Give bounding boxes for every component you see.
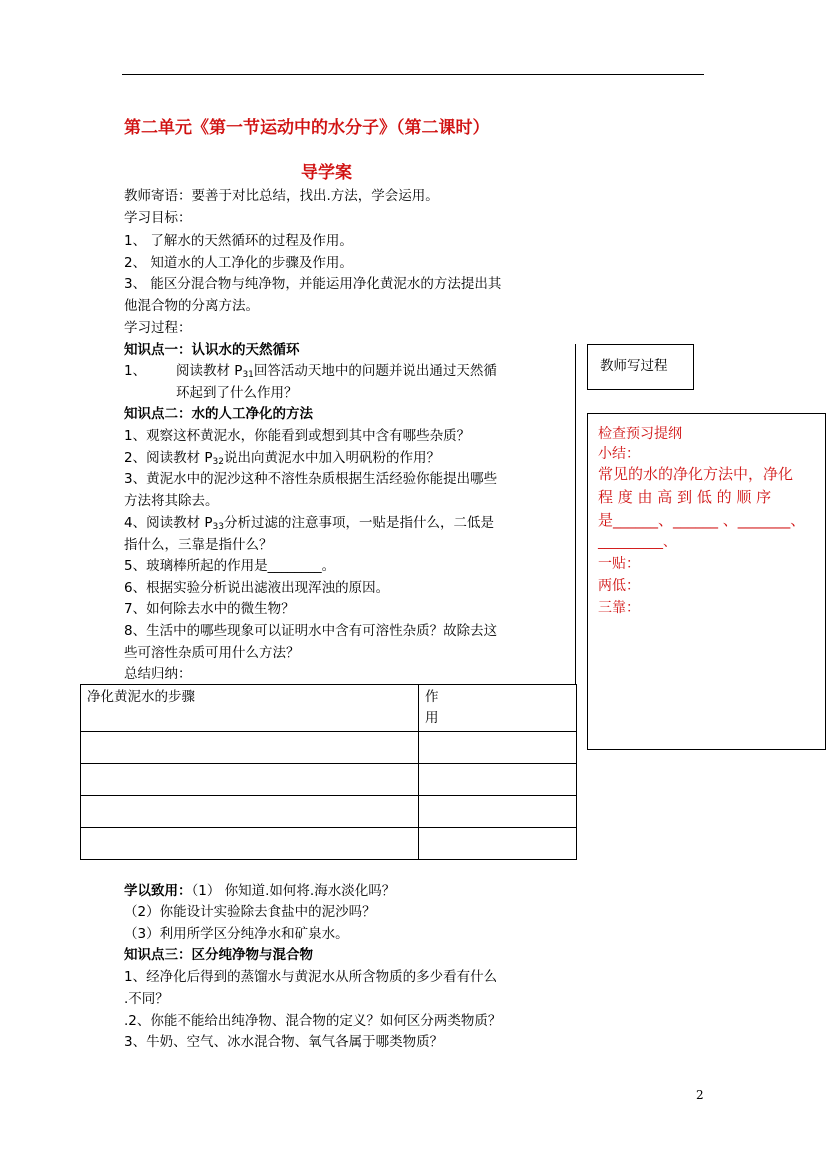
kp2-q1: 1、观察这杯黄泥水，你能看到或想到其中含有哪些杂质？ xyxy=(124,428,471,444)
table-header-row xyxy=(81,685,577,732)
preview-outline-title: 检查预习提纲 xyxy=(598,426,682,442)
apply-q2: （2）你能设计实验除去食盐中的泥沙吗？ xyxy=(124,904,376,920)
summary-label: 小结： xyxy=(598,446,640,462)
goals-heading: 学习目标： xyxy=(124,210,192,226)
table-cell[interactable] xyxy=(419,732,577,764)
kp1-q1-number: 1、 xyxy=(124,363,147,379)
kp1-heading: 知识点一：认识水的天然循环 xyxy=(124,342,300,358)
kp3-q1-line-2: .不同？ xyxy=(124,991,169,1007)
teacher-process-box[interactable] xyxy=(587,344,694,390)
page-title: 第二单元《第一节运动中的水分子》（第二课时） xyxy=(124,118,490,138)
yi-tie-label: 一贴： xyxy=(598,556,640,572)
table-row xyxy=(81,764,577,796)
kp2-heading: 知识点二：水的人工净化的方法 xyxy=(124,406,313,422)
summary-heading: 总结归纳： xyxy=(124,666,192,682)
kp1-q1-line-1: 阅读教材 $P_{31}$回答活动天地中的问题并说出通过天然循 xyxy=(176,363,497,380)
summary-line-4: __________、 xyxy=(598,535,677,550)
summary-table xyxy=(80,684,577,860)
kp3-q2: .2、你能不能给出纯净物、混合物的定义？如何区分两类物质？ xyxy=(124,1013,502,1029)
table-cell[interactable] xyxy=(81,828,419,860)
process-heading: 学习过程： xyxy=(124,320,192,336)
teacher-message: 教师寄语：要善于对比总结，找出.方法，学会运用。 xyxy=(124,188,439,204)
san-kao-label: 三靠： xyxy=(598,600,640,616)
kp2-q8-line-1: 8、生活中的哪些现象可以证明水中含有可溶性杂质？故除去这 xyxy=(124,623,498,639)
liang-di-label: 两低： xyxy=(598,578,640,594)
kp2-q5: 5、玻璃棒所起的作用是________。 xyxy=(124,558,336,574)
kp3-q1-line-1: 1、经净化后得到的蒸馏水与黄泥水从所含物质的多少看有什么 xyxy=(124,969,498,985)
table-header-function: 作 用 xyxy=(419,685,577,732)
table-cell[interactable] xyxy=(81,764,419,796)
kp2-q3-line-2: 方法将其除去。 xyxy=(124,493,219,509)
apply-q3: （3）利用所学区分纯净水和矿泉水。 xyxy=(124,926,349,942)
table-row xyxy=(81,796,577,828)
table-row xyxy=(81,828,577,860)
column-divider xyxy=(575,344,576,684)
teacher-process-label: 教师写过程 xyxy=(600,358,668,374)
summary-line-1: 常见的水的净化方法中，净化 xyxy=(598,465,794,483)
kp2-q4-line-2: 指什么，三靠是指什么？ xyxy=(124,537,273,553)
goal-3-line-2: 他混合物的分离方法。 xyxy=(124,298,259,314)
kp2-q7: 7、如何除去水中的微生物？ xyxy=(124,601,295,617)
kp3-heading: 知识点三：区分纯净物与混合物 xyxy=(124,947,313,963)
page-number: 2 xyxy=(696,1088,704,1102)
goal-1: 1、 了解水的天然循环的过程及作用。 xyxy=(124,233,353,249)
kp2-q2: 2、阅读教材 $P_{32}$说出向黄泥水中加入明矾粉的作用？ xyxy=(124,450,440,467)
table-cell[interactable] xyxy=(419,828,577,860)
kp3-q3: 3、牛奶、空气、冰水混合物、氧气各属于哪类物质？ xyxy=(124,1034,444,1050)
goal-3-line-1: 3、 能区分混合物与纯净物，并能运用净化黄泥水的方法提出其 xyxy=(124,276,502,292)
apply-q1: 学以致用：（1） 你知道.如何将.海水淡化吗？ xyxy=(124,883,396,899)
kp2-q8-line-2: 些可溶性杂质可用什么方法？ xyxy=(124,645,300,661)
table-cell[interactable] xyxy=(419,764,577,796)
table-header-steps: 净化黄泥水的步骤 xyxy=(81,685,419,732)
kp1-q1-line-2: 环起到了什么作用？ xyxy=(176,385,298,401)
header-rule xyxy=(122,74,704,75)
kp2-q4-line-1: 4、阅读教材 $P_{33}$分析过滤的注意事项，一贴是指什么，二低是 xyxy=(124,515,494,532)
table-cell[interactable] xyxy=(81,796,419,828)
goal-2: 2、 知道水的人工净化的步骤及作用。 xyxy=(124,255,353,271)
kp2-q6: 6、根据实验分析说出滤液出现浑浊的原因。 xyxy=(124,580,390,596)
summary-line-3: 是______、______ 、_______、 xyxy=(598,511,806,529)
page-subtitle: 导学案 xyxy=(301,163,352,183)
kp2-q3-line-1: 3、黄泥水中的泥沙这种不溶性杂质根据生活经验你能提出哪些 xyxy=(124,471,498,487)
summary-line-2: 程 度 由 高 到 低 的 顺 序 xyxy=(598,488,772,506)
table-cell[interactable] xyxy=(81,732,419,764)
table-cell[interactable] xyxy=(419,796,577,828)
table-row xyxy=(81,732,577,764)
